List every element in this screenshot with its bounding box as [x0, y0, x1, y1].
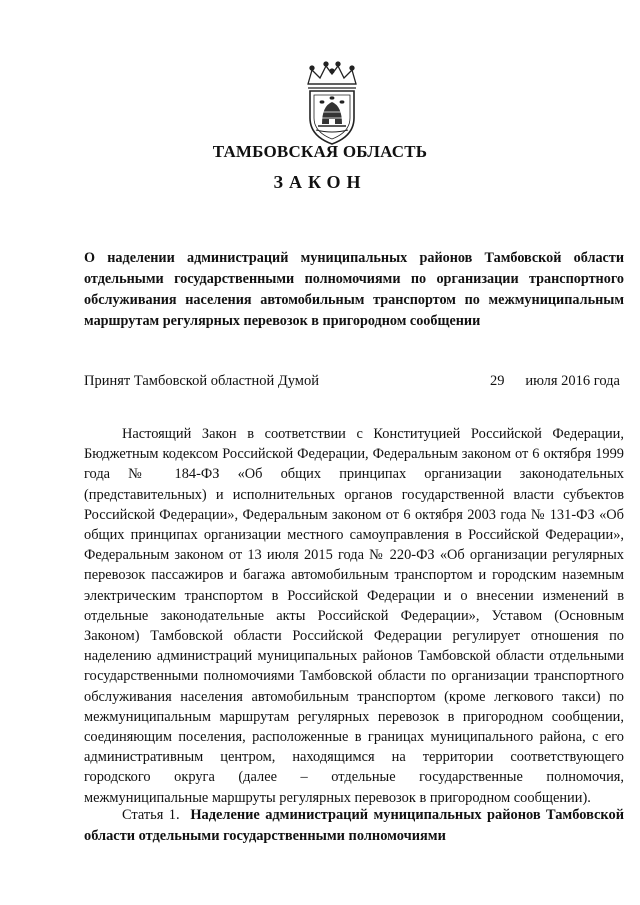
- document-type-title: ЗАКОН: [273, 172, 367, 192]
- tambov-coat-of-arms-icon: [292, 60, 372, 146]
- article-1-label: Статья 1.: [122, 807, 180, 823]
- article-1-heading: [84, 805, 624, 846]
- adoption-day: 29: [490, 373, 505, 389]
- region-title: ТАМБОВСКАЯ ОБЛАСТЬ: [212, 142, 428, 161]
- adoption-month-year: июля 2016 года: [525, 373, 620, 389]
- law-name: О наделении администраций муниципальных районов Тамбовской области отдельными государственными полномочиями по организации транспортного обслуживания населения автомобильным транспортом по межмуниципальным маршрутам регулярных перевозок в пригородном сообщении: [84, 250, 624, 329]
- preamble-paragraph: Настоящий Закон в соответствии с Конституцией Российской Федерации, Бюджетным кодексом Российской Федерации, Федеральным законом от 6 октября 1999 года № 184-ФЗ «Об общих принципах организации законодательных (представительных) и исполнительных органов государственной власти субъектов Российской Федерации», Федеральным законом от 6 октября 2003 года № 131-ФЗ «Об общих принципах организации местного самоуправления в Российской Федерации», Федеральным законом от 13 июля 2015 года № 220-ФЗ «Об организации регулярных перевозок пассажиров и багажа автомобильным транспортом и городским наземным электрическим транспортом в Российской Федерации и о внесении изменений в отдельные законодательные акты Российской Федерации», Уставом (Основным Законом) Тамбовской области Российской Федерации регулирует отношения по наделению администраций муниципальных районов Тамбовской области отдельными государственными полномочиями Тамбовской области по организации транспортного обслуживания населения автомобильным транспортом (кроме легкового такси) по межмуниципальным маршрутам регулярных перевозок в пригородном сообщении, соединяющим поселения, расположенные в границах муниципального района, с его административным центром, находящимся на территории соответствующего городского округа (далее – отдельные государственные полномочия, межмуниципальные маршруты регулярных перевозок в пригородном сообщении).: [84, 426, 624, 806]
- article-1-caption: Наделение администраций муниципальных районов Тамбовской области отдельными государственными полномочиями: [84, 807, 624, 844]
- adopted-by-text: Принят Тамбовской областной Думой: [84, 373, 319, 389]
